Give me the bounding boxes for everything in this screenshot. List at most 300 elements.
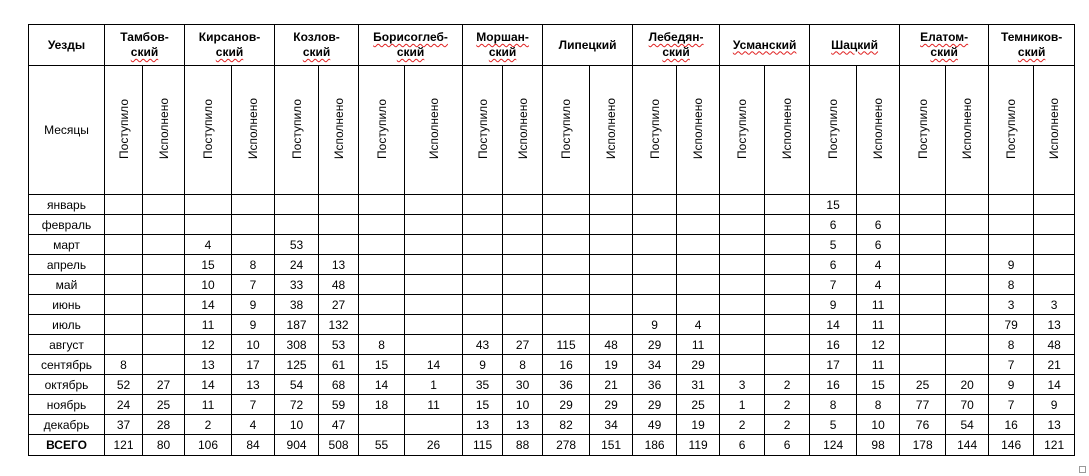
table-cell [359, 215, 405, 235]
total-cell: 144 [946, 435, 989, 456]
total-cell: 119 [677, 435, 720, 456]
total-cell: 178 [900, 435, 946, 456]
table-cell: 308 [275, 335, 319, 355]
table-cell: 8 [232, 255, 275, 275]
table-cell [946, 355, 989, 375]
table-cell [463, 235, 503, 255]
received-header [810, 66, 857, 195]
table-cell: 18 [359, 395, 405, 415]
table-cell [633, 215, 677, 235]
table-cell [720, 235, 765, 255]
table-cell: 8 [857, 395, 900, 415]
table-cell: 43 [463, 335, 503, 355]
table-cell: 2 [765, 395, 810, 415]
table-cell: 9 [232, 315, 275, 335]
month-label: январь [29, 195, 105, 215]
table-cell [765, 195, 810, 215]
district-name-line2: ский [488, 45, 517, 59]
table-cell [543, 275, 590, 295]
table-cell [105, 255, 143, 275]
vertical-label: Поступило [826, 98, 841, 159]
table-cell: 11 [677, 335, 720, 355]
vertical-label: Исполнено [515, 97, 530, 160]
table-cell: 8 [503, 355, 543, 375]
table-cell: 59 [319, 395, 359, 415]
table-cell: 14 [810, 315, 857, 335]
table-cell: 34 [590, 415, 633, 435]
table-cell: 49 [633, 415, 677, 435]
table-cell [543, 255, 590, 275]
table-cell: 28 [143, 415, 185, 435]
district-header [185, 25, 275, 66]
table-cell: 48 [1034, 335, 1075, 355]
table-cell [463, 255, 503, 275]
district-header [989, 25, 1075, 66]
month-label: сентябрь [29, 355, 105, 375]
table-cell [405, 335, 463, 355]
district-header [720, 25, 810, 66]
table-cell: 16 [810, 335, 857, 355]
table-cell [359, 275, 405, 295]
table-cell [105, 315, 143, 335]
total-cell: 26 [405, 435, 463, 456]
district-name [733, 38, 796, 53]
table-cell: 10 [232, 335, 275, 355]
done-header [232, 66, 275, 195]
district-name-line1: Моршан- [476, 30, 529, 44]
table-cell: 47 [319, 415, 359, 435]
table-cell [677, 235, 720, 255]
table-cell: 25 [900, 375, 946, 395]
table-row [29, 415, 1075, 435]
table-cell: 9 [232, 295, 275, 315]
table-row [29, 315, 1075, 335]
table-cell [677, 295, 720, 315]
received-header [543, 66, 590, 195]
table-cell: 11 [857, 355, 900, 375]
district-name-line1: Борисоглеб- [373, 30, 448, 44]
table-cell: 6 [810, 215, 857, 235]
done-header [503, 66, 543, 195]
table-cell [633, 295, 677, 315]
table-cell [900, 255, 946, 275]
table-cell: 24 [105, 395, 143, 415]
vertical-label: Исполнено [1047, 97, 1062, 160]
table-cell: 29 [677, 355, 720, 375]
total-row [29, 435, 1075, 456]
table-cell [765, 295, 810, 315]
table-cell: 9 [633, 315, 677, 335]
table-cell: 15 [359, 355, 405, 375]
table-cell: 4 [857, 255, 900, 275]
table-cell [946, 335, 989, 355]
table-cell: 25 [143, 395, 185, 415]
table-cell: 11 [857, 315, 900, 335]
table-cell [900, 295, 946, 315]
month-label: август [29, 335, 105, 355]
table-cell [989, 195, 1034, 215]
total-cell: 121 [1034, 435, 1075, 456]
district-header-row [29, 25, 1075, 66]
table-cell [543, 215, 590, 235]
table-cell [765, 235, 810, 255]
table-cell: 4 [677, 315, 720, 335]
table-cell: 68 [319, 375, 359, 395]
total-cell: 6 [765, 435, 810, 456]
table-cell: 187 [275, 315, 319, 335]
vertical-label: Исполнено [871, 97, 886, 160]
table-cell [633, 235, 677, 255]
table-cell [232, 235, 275, 255]
table-cell: 115 [543, 335, 590, 355]
total-cell: 278 [543, 435, 590, 456]
table-cell: 29 [633, 335, 677, 355]
table-cell: 5 [810, 415, 857, 435]
district-name-line1: Кирсанов- [198, 30, 261, 44]
district-header [359, 25, 463, 66]
received-header [900, 66, 946, 195]
table-row [29, 395, 1075, 415]
received-header [359, 66, 405, 195]
table-cell [143, 355, 185, 375]
table-cell [765, 255, 810, 275]
table-cell: 1 [405, 375, 463, 395]
table-cell [463, 215, 503, 235]
table-cell: 53 [275, 235, 319, 255]
table-cell [720, 255, 765, 275]
table-cell: 25 [677, 395, 720, 415]
table-cell [590, 195, 633, 215]
total-cell: 84 [232, 435, 275, 456]
table-cell [405, 215, 463, 235]
table-row [29, 235, 1075, 255]
table-cell: 9 [463, 355, 503, 375]
table-cell: 7 [989, 355, 1034, 375]
done-header [319, 66, 359, 195]
vertical-label: Поступило [559, 98, 574, 159]
table-cell: 9 [989, 375, 1034, 395]
received-header [720, 66, 765, 195]
table-cell: 6 [857, 215, 900, 235]
table-cell: 3 [1034, 295, 1075, 315]
vertical-label: Исполнено [156, 97, 171, 160]
table-cell: 29 [590, 395, 633, 415]
table-cell [1034, 235, 1075, 255]
table-row [29, 375, 1075, 395]
district-name [120, 30, 169, 60]
subheader-row [29, 66, 1075, 195]
month-label: ноябрь [29, 395, 105, 415]
table-cell [720, 215, 765, 235]
vertical-label: Исполнено [426, 97, 441, 160]
table-cell [503, 255, 543, 275]
table-cell [185, 215, 232, 235]
table-cell [543, 315, 590, 335]
table-cell [1034, 215, 1075, 235]
district-header [105, 25, 185, 66]
table-cell: 15 [185, 255, 232, 275]
done-header [143, 66, 185, 195]
table-cell [946, 195, 989, 215]
district-header [543, 25, 633, 66]
total-cell: 98 [857, 435, 900, 456]
total-cell: 106 [185, 435, 232, 456]
table-cell: 13 [232, 375, 275, 395]
table-cell [677, 275, 720, 295]
table-cell: 11 [185, 395, 232, 415]
table-cell: 2 [765, 415, 810, 435]
table-cell: 27 [143, 375, 185, 395]
table-cell: 1 [720, 395, 765, 415]
total-cell: 146 [989, 435, 1034, 456]
table-cell [359, 415, 405, 435]
table-cell: 35 [463, 375, 503, 395]
table-cell [359, 255, 405, 275]
table-cell: 3 [989, 295, 1034, 315]
table-cell [677, 215, 720, 235]
table-cell: 20 [946, 375, 989, 395]
table-cell: 34 [633, 355, 677, 375]
table-cell: 15 [463, 395, 503, 415]
table-cell [503, 295, 543, 315]
table-cell [900, 355, 946, 375]
table-cell [105, 335, 143, 355]
table-cell [143, 215, 185, 235]
table-cell [105, 215, 143, 235]
table-cell [900, 275, 946, 295]
table-cell [463, 295, 503, 315]
total-cell: 186 [633, 435, 677, 456]
table-cell [590, 215, 633, 235]
table-cell: 17 [232, 355, 275, 375]
district-table [28, 24, 1075, 456]
district-name-line2: ский [302, 45, 331, 59]
table-cell: 14 [185, 295, 232, 315]
table-cell: 6 [857, 235, 900, 255]
table-cell [720, 315, 765, 335]
vertical-label: Поступило [735, 98, 750, 159]
table-cell [405, 315, 463, 335]
table-cell [503, 235, 543, 255]
table-cell: 13 [185, 355, 232, 375]
table-cell: 27 [319, 295, 359, 315]
table-cell: 4 [232, 415, 275, 435]
table-cell: 14 [405, 355, 463, 375]
table-cell: 52 [105, 375, 143, 395]
table-cell [765, 275, 810, 295]
table-cell: 82 [543, 415, 590, 435]
district-header [633, 25, 720, 66]
table-cell [503, 275, 543, 295]
table-cell [720, 275, 765, 295]
table-cell: 15 [857, 375, 900, 395]
total-cell: 904 [275, 435, 319, 456]
table-cell [232, 195, 275, 215]
table-cell [143, 315, 185, 335]
table-cell [275, 215, 319, 235]
received-header [463, 66, 503, 195]
month-label: октябрь [29, 375, 105, 395]
table-cell: 132 [319, 315, 359, 335]
table-cell [633, 195, 677, 215]
table-cell: 48 [319, 275, 359, 295]
table-cell: 4 [857, 275, 900, 295]
table-cell [720, 335, 765, 355]
table-cell: 2 [720, 415, 765, 435]
district-name [649, 30, 704, 60]
table-cell: 10 [503, 395, 543, 415]
table-cell: 10 [275, 415, 319, 435]
table-cell: 8 [359, 335, 405, 355]
month-label: декабрь [29, 415, 105, 435]
table-cell [900, 315, 946, 335]
table-cell: 6 [810, 255, 857, 275]
table-cell [900, 215, 946, 235]
table-cell [275, 195, 319, 215]
table-cell: 3 [720, 375, 765, 395]
table-cell: 54 [946, 415, 989, 435]
table-cell: 8 [105, 355, 143, 375]
table-cell: 8 [989, 275, 1034, 295]
table-cell: 14 [1034, 375, 1075, 395]
table-cell: 30 [503, 375, 543, 395]
district-name [293, 30, 339, 60]
table-cell [677, 255, 720, 275]
table-cell: 16 [543, 355, 590, 375]
vertical-label: Исполнено [780, 97, 795, 160]
district-name [831, 38, 878, 53]
district-name [199, 30, 260, 60]
district-header [275, 25, 359, 66]
table-cell: 13 [319, 255, 359, 275]
table-row [29, 195, 1075, 215]
table-cell [463, 315, 503, 335]
table-cell [405, 195, 463, 215]
total-cell: 80 [143, 435, 185, 456]
district-name [920, 30, 968, 60]
table-cell [105, 235, 143, 255]
table-cell [1034, 255, 1075, 275]
table-cell [143, 235, 185, 255]
table-cell: 13 [503, 415, 543, 435]
table-cell [590, 315, 633, 335]
table-cell [900, 335, 946, 355]
table-cell [319, 215, 359, 235]
table-cell: 12 [185, 335, 232, 355]
table-cell [359, 295, 405, 315]
month-label: июнь [29, 295, 105, 315]
table-cell: 61 [319, 355, 359, 375]
district-name [476, 30, 529, 60]
table-cell: 16 [989, 415, 1034, 435]
received-header [633, 66, 677, 195]
total-label: ВСЕГО [29, 435, 105, 456]
table-cell: 125 [275, 355, 319, 375]
total-cell: 55 [359, 435, 405, 456]
received-header [275, 66, 319, 195]
table-cell: 37 [105, 415, 143, 435]
table-cell [105, 275, 143, 295]
district-name-line1: Тамбов- [120, 30, 169, 44]
table-cell: 36 [543, 375, 590, 395]
vertical-label: Поступило [1004, 98, 1019, 159]
table-cell: 72 [275, 395, 319, 415]
table-cell [405, 255, 463, 275]
table-cell [319, 195, 359, 215]
corner-resize-icon [1079, 466, 1086, 473]
table-cell: 21 [590, 375, 633, 395]
table-cell: 7 [989, 395, 1034, 415]
district-name-line1: Усманский [732, 37, 797, 52]
table-cell: 36 [633, 375, 677, 395]
table-cell [590, 295, 633, 315]
done-header [677, 66, 720, 195]
month-label: март [29, 235, 105, 255]
table-cell [143, 295, 185, 315]
table-cell [633, 255, 677, 275]
received-header [989, 66, 1034, 195]
table-cell: 27 [503, 335, 543, 355]
table-cell: 11 [857, 295, 900, 315]
table-cell: 2 [765, 375, 810, 395]
table-cell: 33 [275, 275, 319, 295]
district-header [810, 25, 900, 66]
table-cell: 12 [857, 335, 900, 355]
district-header [900, 25, 989, 66]
table-cell [590, 255, 633, 275]
table-cell: 24 [275, 255, 319, 275]
done-header [590, 66, 633, 195]
table-cell [1034, 275, 1075, 295]
table-cell [765, 355, 810, 375]
district-name-line2: ский [1017, 45, 1046, 59]
district-name-line2: ский [396, 45, 425, 59]
month-label: май [29, 275, 105, 295]
table-cell [405, 415, 463, 435]
table-cell [543, 195, 590, 215]
first-column-header: Уезды [29, 25, 105, 66]
table-cell [946, 295, 989, 315]
table-cell: 31 [677, 375, 720, 395]
table-cell [359, 235, 405, 255]
district-name [373, 30, 448, 60]
district-name-line1: Лебедян- [648, 30, 704, 44]
district-name-line1: Шацкий [831, 37, 879, 52]
table-cell [503, 215, 543, 235]
table-cell [765, 335, 810, 355]
table-row [29, 215, 1075, 235]
table-cell: 21 [1034, 355, 1075, 375]
table-cell: 5 [810, 235, 857, 255]
district-name-line1: Елатом- [920, 30, 969, 44]
table-row [29, 295, 1075, 315]
table-cell [405, 295, 463, 315]
month-label: февраль [29, 215, 105, 235]
vertical-label: Поступило [116, 98, 131, 159]
table-cell [590, 275, 633, 295]
table-cell [359, 195, 405, 215]
vertical-label: Поступило [201, 98, 216, 159]
district-name-line1: Козлов- [293, 30, 340, 44]
received-header [105, 66, 143, 195]
table-cell [185, 195, 232, 215]
table-cell: 13 [1034, 315, 1075, 335]
table-cell [946, 275, 989, 295]
vertical-label: Исполнено [246, 97, 261, 160]
vertical-label: Исполнено [331, 97, 346, 160]
table-cell [463, 195, 503, 215]
done-header [405, 66, 463, 195]
